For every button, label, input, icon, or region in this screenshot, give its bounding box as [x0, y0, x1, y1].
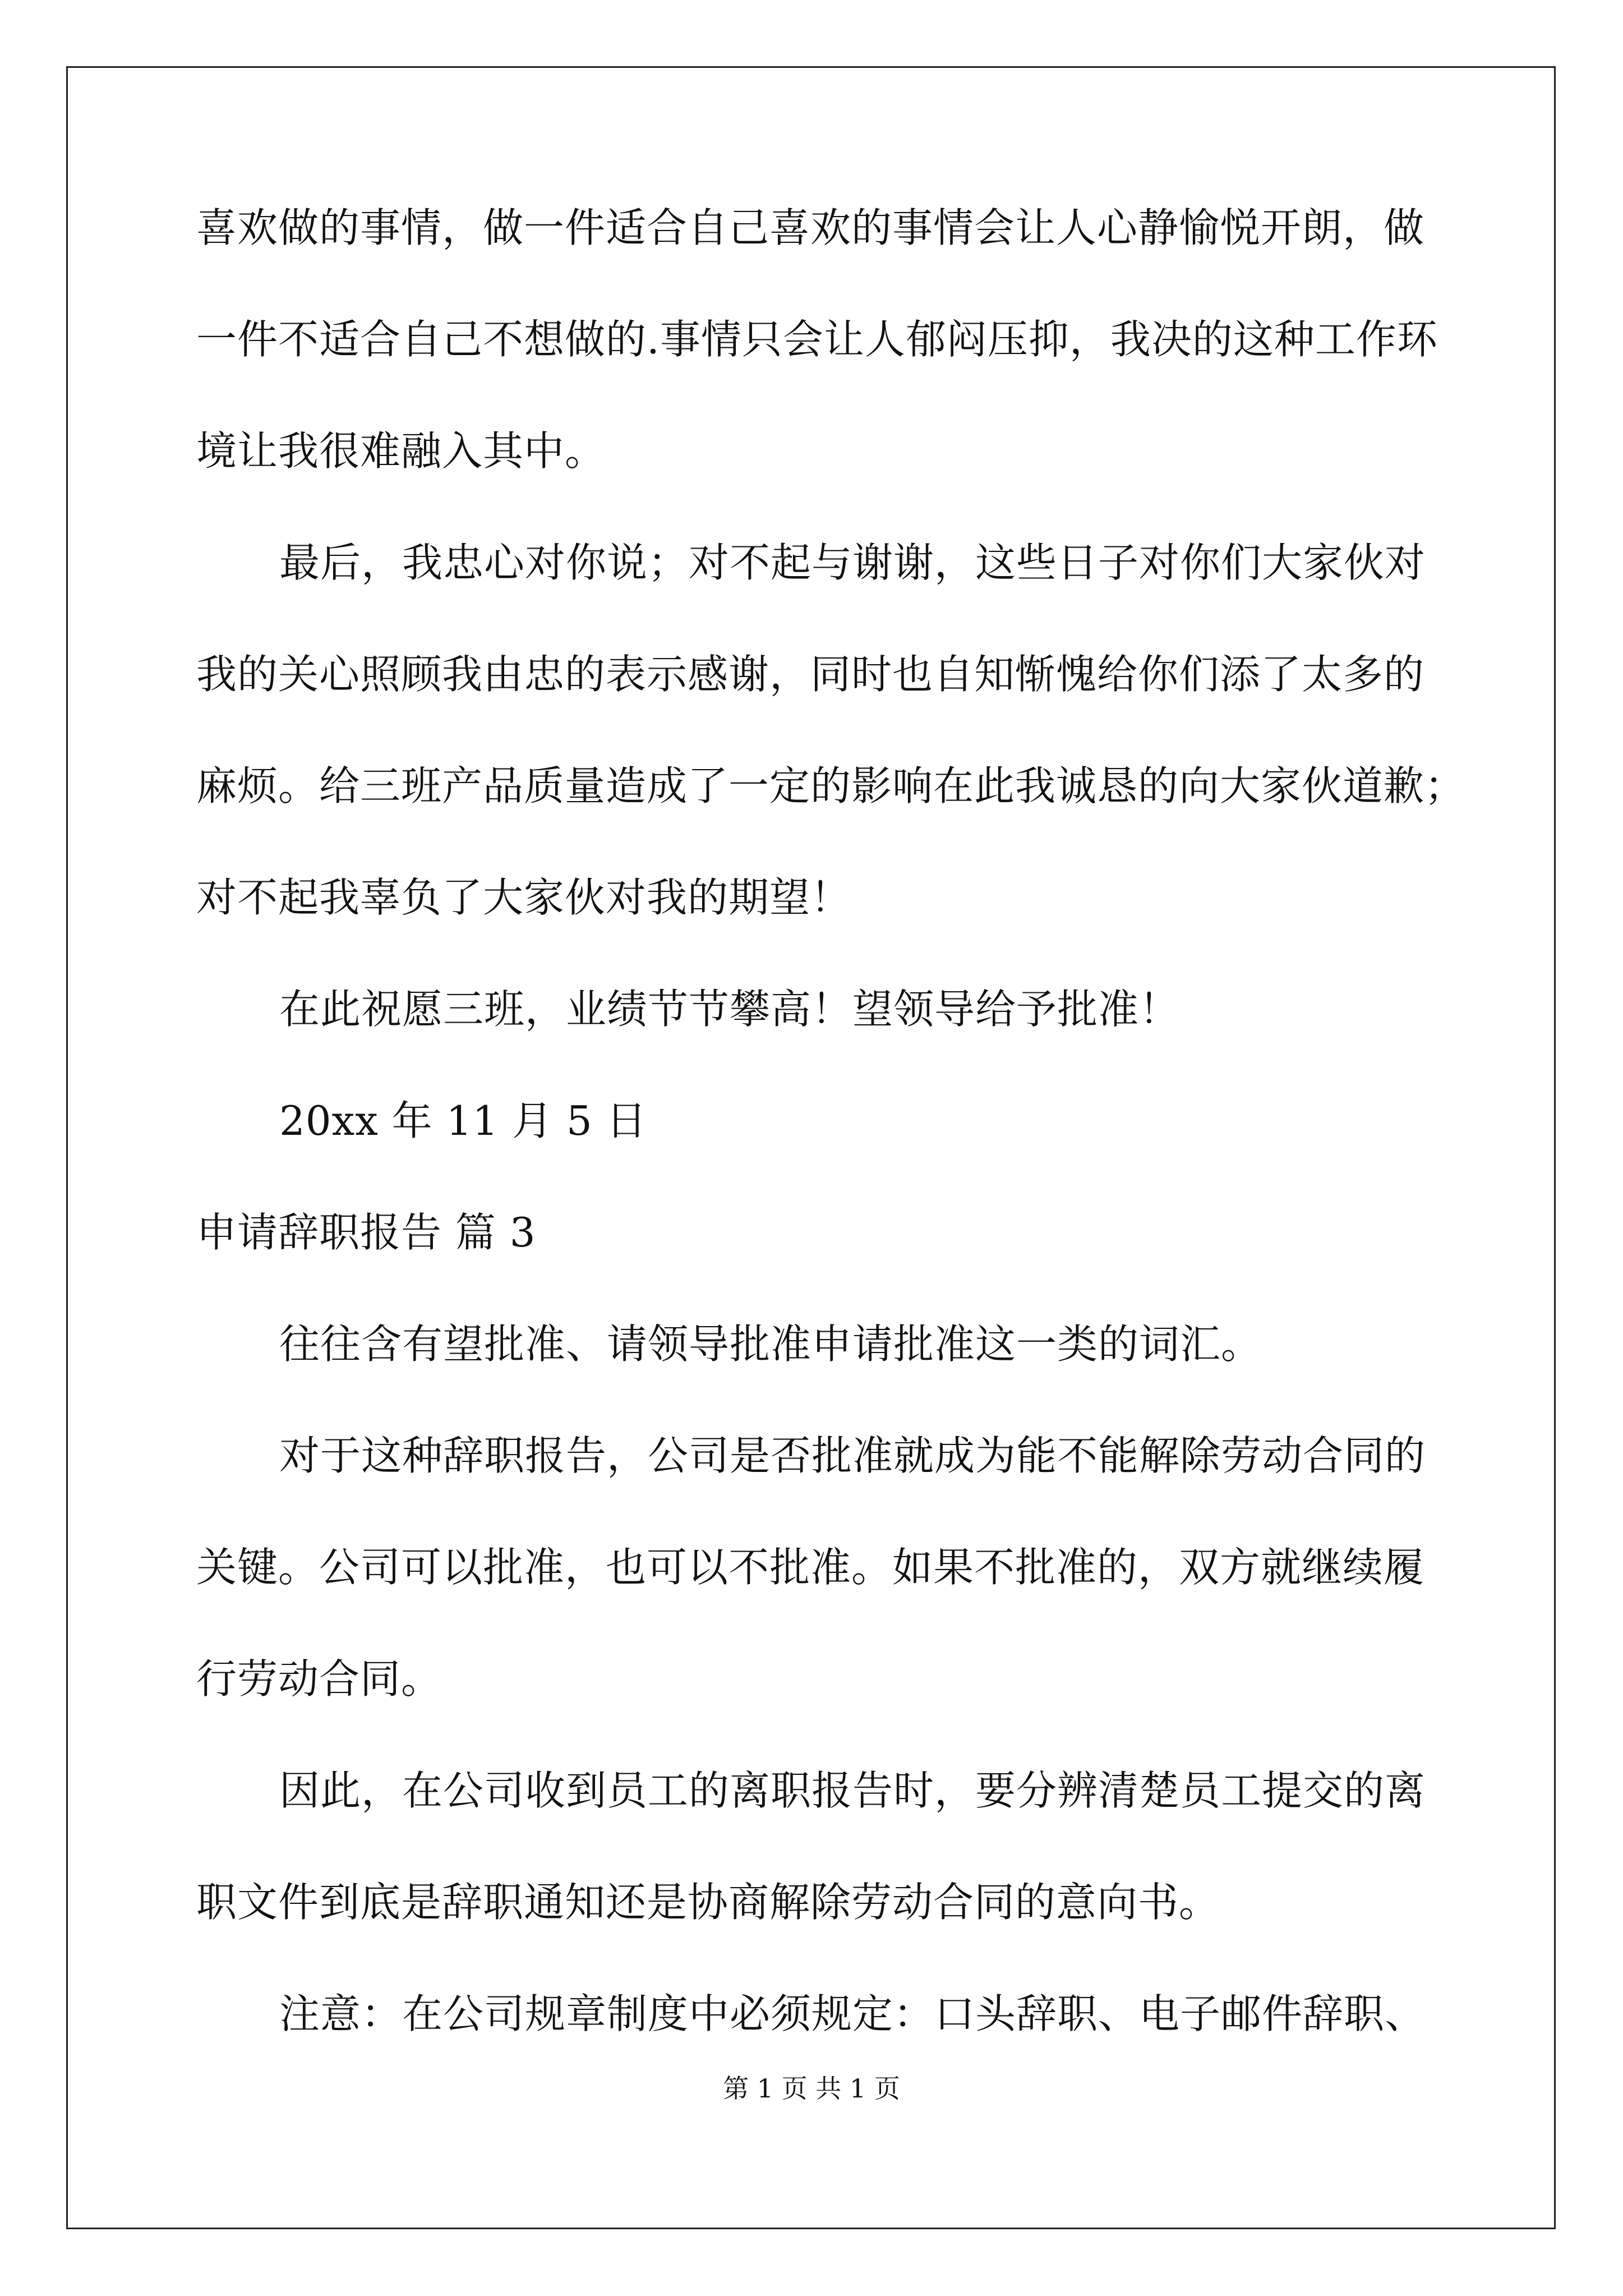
text-line: 对不起我辜负了大家伙对我的期望！ — [196, 874, 852, 921]
text-line: 注意：在公司规章制度中必须规定：口头辞职、电子邮件辞职、 — [279, 1990, 1426, 2037]
page-footer: 第 1 页 共 1 页 — [723, 2073, 900, 2104]
text-line: 麻烦。给三班产品质量造成了一定的影响在此我诚恳的向大家伙道歉； — [196, 762, 1466, 809]
text-line: 职文件到底是辞职通知还是协商解除劳动合同的意向书。 — [196, 1879, 1220, 1926]
section-heading: 申请辞职报告 篇 3 — [196, 1209, 536, 1256]
text-line: 喜欢做的事情，做一件适合自己喜欢的事情会让人心静愉悦开朗，做 — [196, 204, 1425, 251]
text-line: 我的关心照顾我由忠的表示感谢，同时也自知惭愧给你们添了太多的 — [196, 651, 1425, 698]
text-line: 因此，在公司收到员工的离职报告时，要分辨清楚员工提交的离 — [279, 1767, 1426, 1814]
text-line: 境让我很难融入其中。 — [196, 427, 606, 475]
date-line: 20xx 年 11 月 5 日 — [279, 1097, 647, 1144]
text-line: 关键。公司可以批准，也可以不批准。如果不批准的，双方就继续履 — [196, 1544, 1425, 1591]
document-body — [196, 204, 1466, 2037]
text-line: 在此祝愿三班，业绩节节攀高！望领导给予批准！ — [279, 986, 1181, 1033]
text-line: 往往含有望批准、请领导批准申请批准这一类的词汇。 — [279, 1320, 1262, 1368]
text-line: 行劳动合同。 — [196, 1655, 442, 1703]
text-line: 对于这种辞职报告，公司是否批准就成为能不能解除劳动合同的 — [279, 1432, 1426, 1479]
text-line: 一件不适合自己不想做的.事情只会让人郁闷压抑，我决的这种工作环 — [196, 316, 1438, 363]
text-line: 最后，我忠心对你说；对不起与谢谢，这些日子对你们大家伙对 — [279, 539, 1426, 586]
